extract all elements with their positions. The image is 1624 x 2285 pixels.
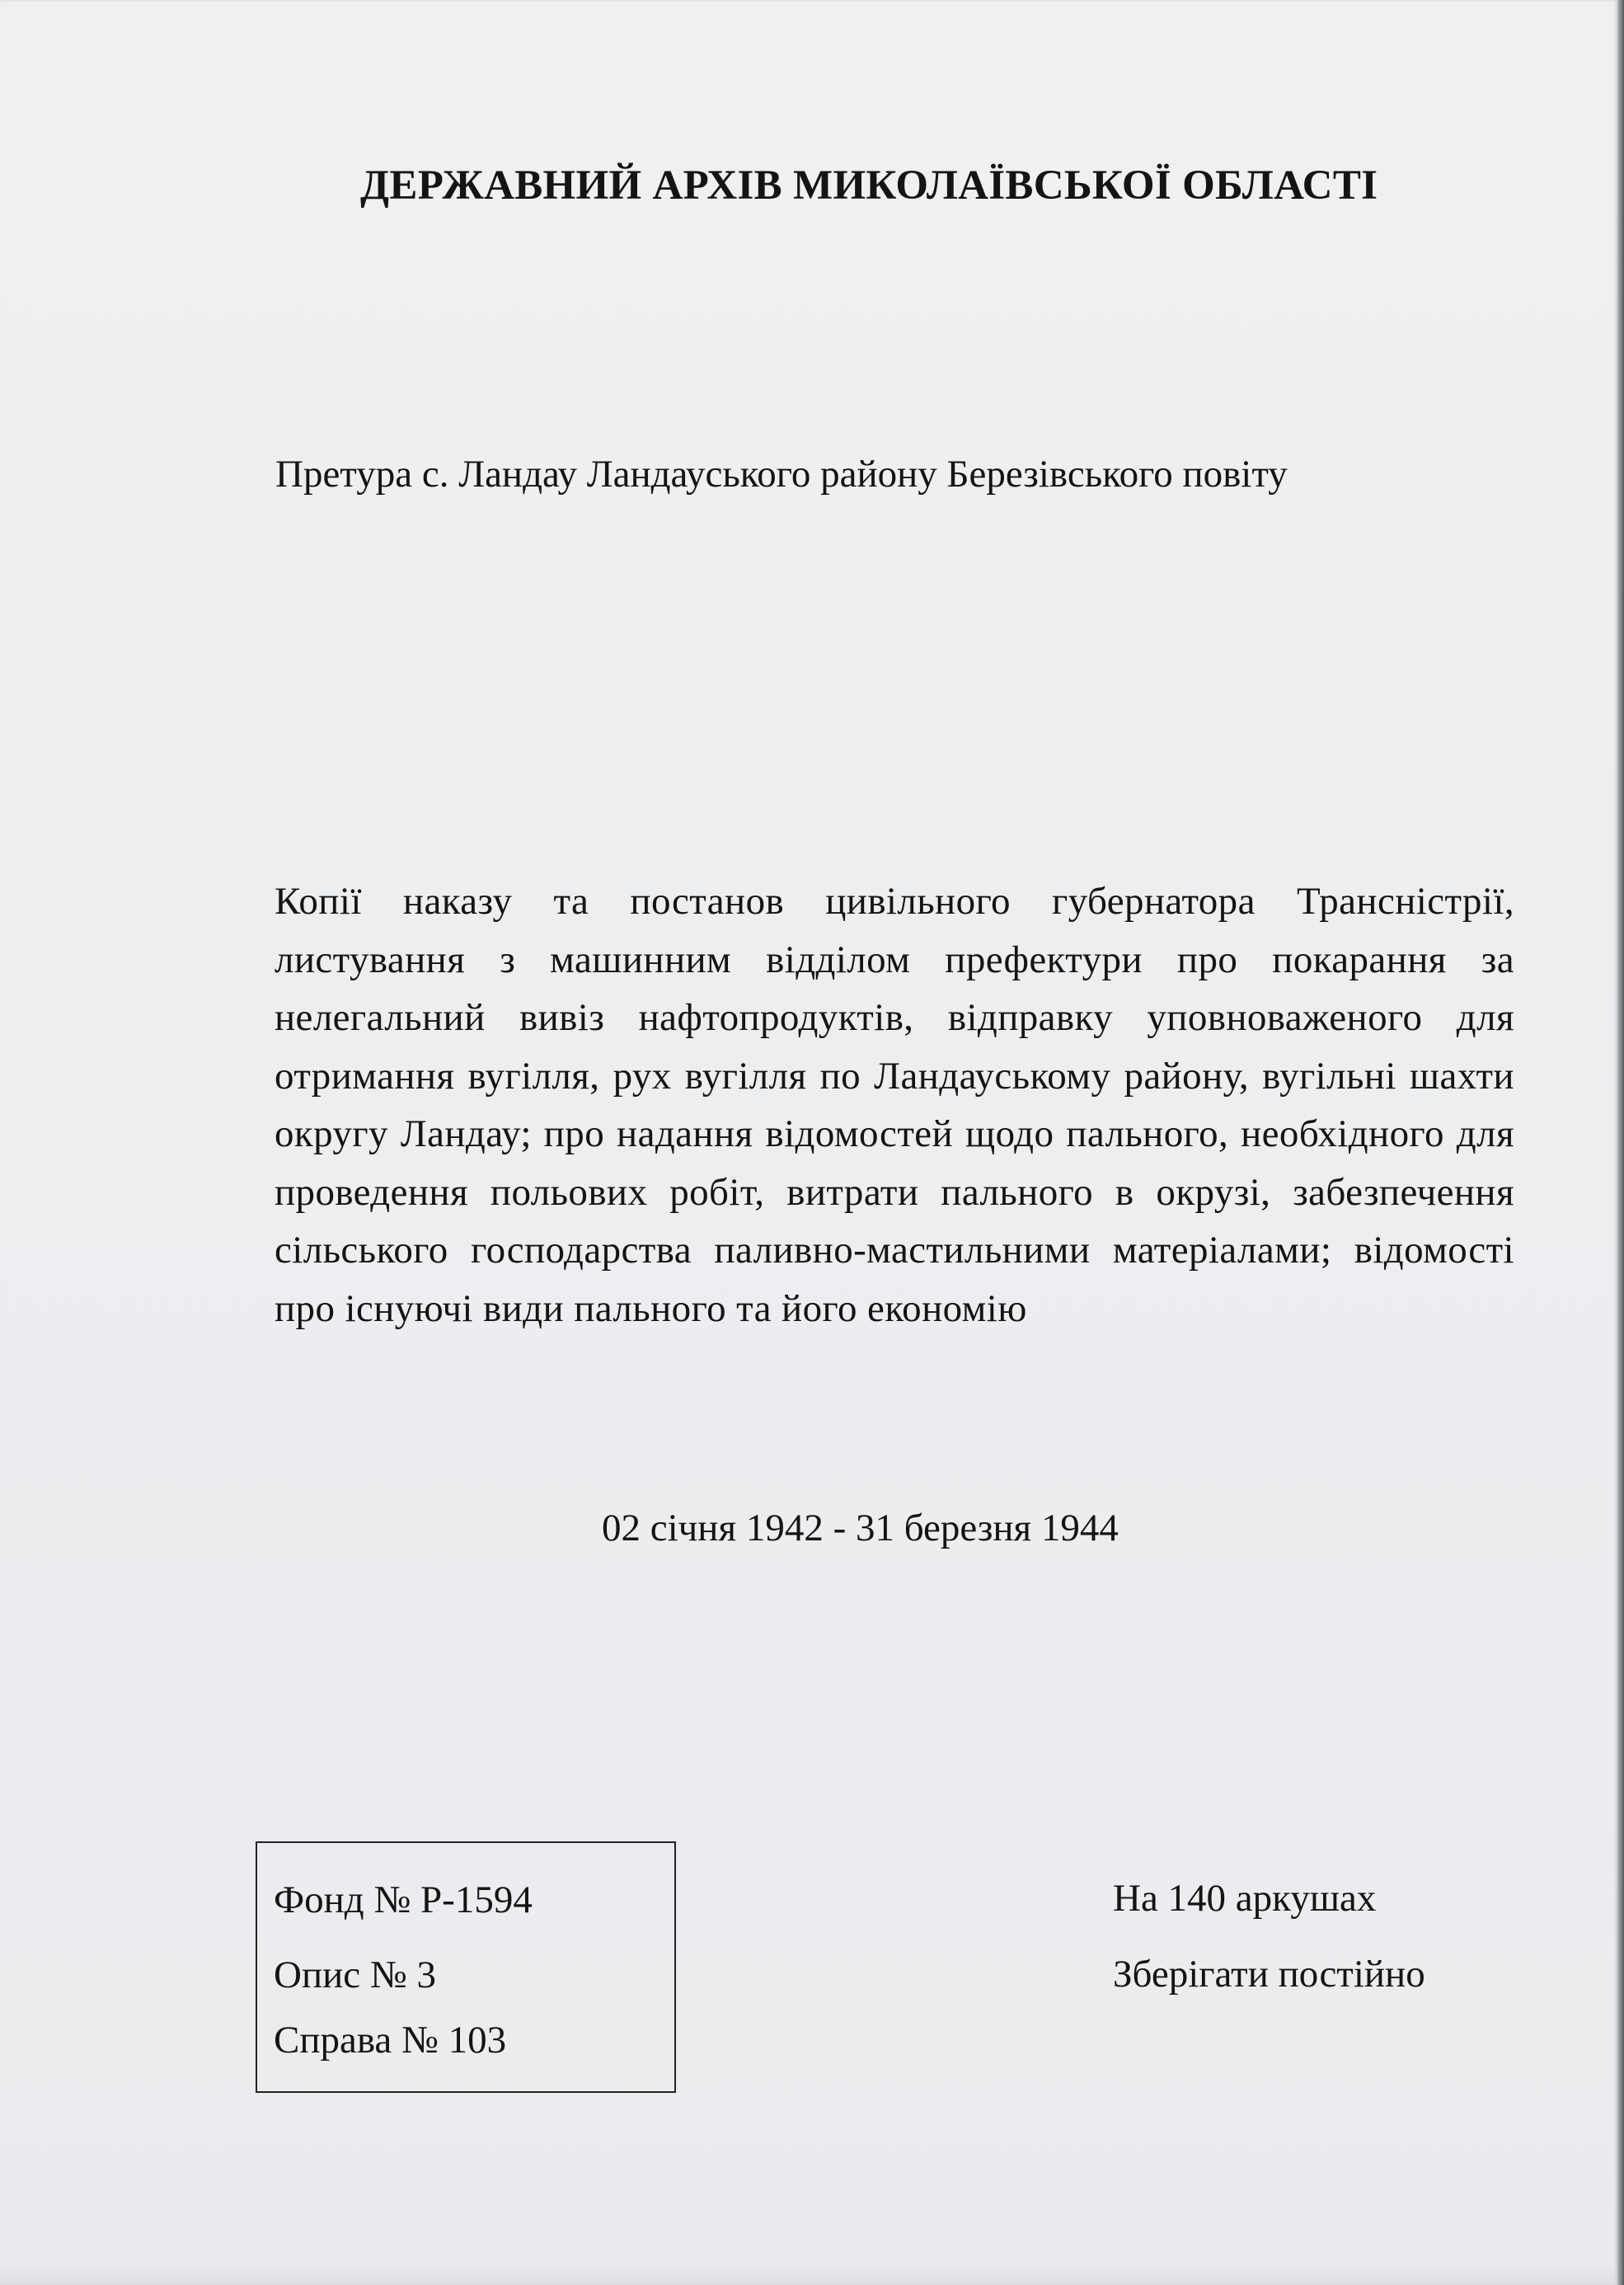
date-range: 02 січня 1942 - 31 березня 1944	[602, 1507, 1119, 1549]
page-edge-shadow	[1617, 0, 1624, 2285]
archive-reference-box	[256, 1841, 676, 2093]
institution-name: Претура с. Ландау Ландауського району Березівського повіту	[275, 453, 1288, 496]
fond-number: Фонд № Р-1594	[274, 1878, 533, 1921]
storage-term: Зберігати постійно	[1113, 1953, 1425, 1996]
sheets-count: На 140 аркушах	[1113, 1877, 1377, 1920]
archive-title: ДЕРЖАВНИЙ АРХІВ МИКОЛАЇВСЬКОЇ ОБЛАСТІ	[360, 162, 1378, 209]
case-description: Копії наказу та постанов цивільного губернатора Трансністрії, листування з машинним відділом префектури про покарання за нелегальний вивіз нафтопродуктів, відправку уповноваженого для отримання вугілля, рух вугілля по Ландауському району, вугільні шахти округу Ландау; про надання відомостей щодо пального, необхідного для проведення польових робіт, витрати пального в окрузі, забезпечення сільського господарства паливно-мастильними матеріалами; відомості про існуючі види пального та його економію	[275, 880, 1514, 1330]
sprava-number: Справа № 103	[274, 2019, 507, 2062]
page-bottom-shading	[0, 2260, 1617, 2285]
opys-number: Опис № 3	[274, 1954, 436, 1996]
